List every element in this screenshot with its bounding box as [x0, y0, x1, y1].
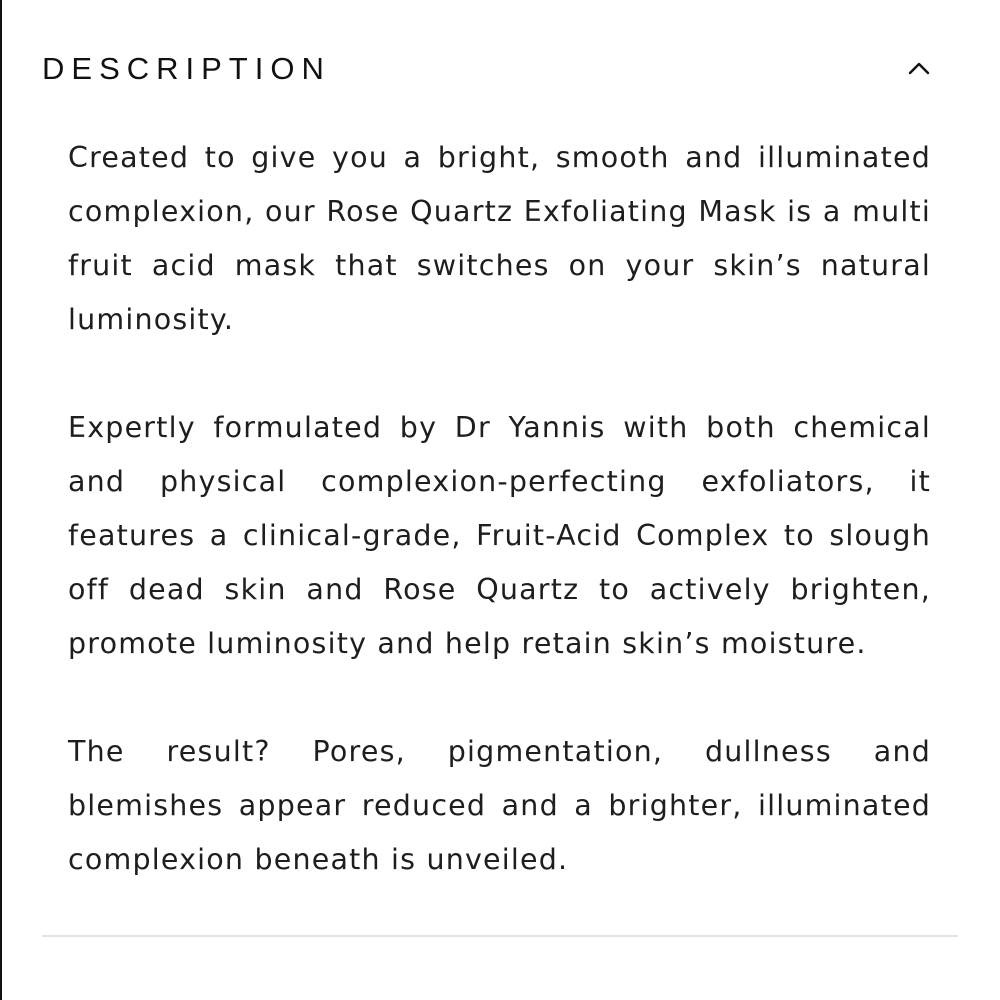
- accordion-title: DESCRIPTION: [42, 51, 331, 86]
- description-paragraph: The result? Pores, pigmentation, dullness and blemishes appear reduced and a brighter, illuminated complexion beneath is unveiled.: [68, 735, 931, 876]
- chevron-up-icon[interactable]: [906, 56, 932, 82]
- description-content: [68, 131, 931, 941]
- section-divider: [42, 935, 958, 937]
- description-accordion-header[interactable]: [42, 44, 932, 94]
- description-paragraph: Created to give you a bright, smooth and illuminated complexion, our Rose Quartz Exfoliating Mask is a multi fruit acid mask that switches on your skin’s natural luminosity.: [68, 141, 931, 336]
- description-paragraph: Expertly formulated by Dr Yannis with both chemical and physical complexion-perfecting exfoliators, it features a clinical-grade, Fruit-Acid Complex to slough off dead skin and Rose Quartz to actively brighten, promote luminosity and help retain skin’s moisture.: [68, 411, 931, 660]
- left-edge-rule: [0, 0, 2, 1000]
